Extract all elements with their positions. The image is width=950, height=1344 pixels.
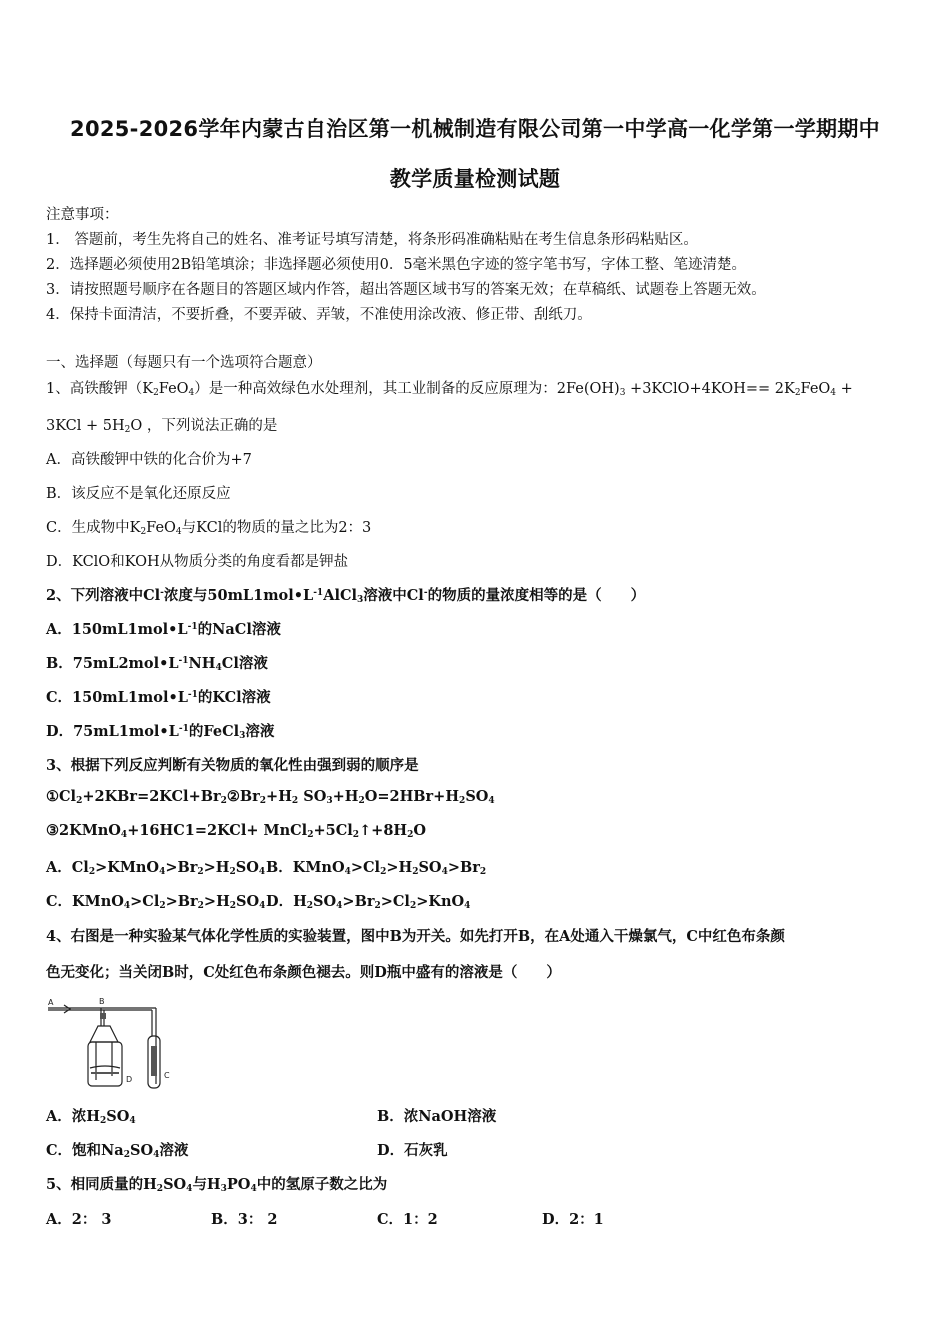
q3-equation-3: ③2KMnO$_4$+16HC1=2KCl+ $MnCl_2+5Cl_2↑+8H_2O$ [46,822,427,840]
notice-item-4: 4．保持卡面清洁，不要折叠，不要弄破、弄皱，不准使用涂改液、修正带、刮纸刀。 [46,307,592,323]
fig-label-a: A [48,998,54,1007]
q3-option-a: A．$Cl_2>KMnO_4>Br_2>H_2SO_4$ [46,859,266,877]
q4-stem-line1: 4、右图是一种实验某气体化学性质的实验装置，图中B为开关。如先打开B，在A处通入干燥氯气，C中红色布条颜 [46,928,785,945]
notice-item-2: 2．选择题必须使用2B铅笔填涂；非选择题必须使用0．5毫米黑色字迹的签字笔书写，字体工整、笔迹清楚。 [46,257,747,273]
page-title-line2: 教学质量检测试题 [389,167,561,191]
notice-item-3: 3．请按照题号顺序在各题目的答题区域内作答，超出答题区域书写的答案无效；在草稿纸、试题卷上答题无效。 [46,282,766,298]
q5-option-b: B．3： 2 [211,1211,278,1228]
q5-option-c: C．1：2 [377,1211,438,1228]
q5-option-d: D．2：1 [542,1211,604,1228]
notice-item-1: 1． 答题前，考生先将自己的姓名、准考证号填写清楚，将条形码准确粘贴在考生信息条形码粘贴区。 [46,232,698,248]
q1-option-c: C．生成物中$K_2FeO_4$与KCl的物质的量之比为2：3 [46,520,372,537]
q4-apparatus-diagram [46,996,186,1096]
q4-option-b: B．浓NaOH溶液 [377,1108,497,1125]
q2-stem: 2、下列溶液中Cl-浓度与$50mL1mol•L^{-1}AlCl_3$溶液中Cl-的物质的量浓度相等的是（ ） [46,587,646,605]
q5-option-a: A．2： 3 [46,1211,112,1228]
q3-option-d: D．$H_2SO_4>Br_2>Cl_2>KnO_4$ [266,893,471,911]
notice-heading: 注意事项： [46,207,119,223]
q2-option-a: A．$150mL1mol•L^{-1}$的NaCl溶液 [46,621,281,638]
q4-stem-line2: 色无变化；当关闭B时，C处红色布条颜色褪去。则D瓶中盛有的溶液是（ ） [46,964,561,981]
q2-option-c: C．$150mL1mol•L^{-1}$的KCl溶液 [46,689,271,706]
fig-label-b: B [99,997,105,1006]
q1-option-a: A．高铁酸钾中铁的化合价为+7 [46,452,252,468]
section-heading: 一、选择题（每题只有一个选项符合题意） [46,355,322,371]
q1-stem-line1: 1、高铁酸钾$(K_2FeO_4)$是一种高效绿色水处理剂，其工业制备的反应原理为：$2Fe(OH)_3$ +3KClO+4KOH== $2K_2FeO_4$ + [46,381,853,398]
page-title-line1: 2025-2026学年内蒙古自治区第一机械制造有限公司第一中学高一化学第一学期期中 [70,117,880,141]
q3-option-c: C．$KMnO_4>Cl_2>Br_2>H_2SO_4$ [46,893,266,911]
fig-label-c: C [164,1071,170,1080]
q4-option-d: D．石灰乳 [377,1142,448,1159]
q3-option-b: B．$KMnO_4>Cl_2>H_2SO_4>Br_2$ [266,859,487,877]
q1-option-d: D．KClO和KOH从物质分类的角度看都是钾盐 [46,554,349,570]
q1-stem-line2: $3KCl + 5H_2O$ ，下列说法正确的是 [46,418,278,435]
q4-option-a: A．浓$H_2SO_4$ [46,1108,136,1126]
fig-label-d: D [126,1075,133,1084]
q4-option-c: C．饱和$Na_2SO_4$溶液 [46,1142,189,1160]
q3-stem: 3、根据下列反应判断有关物质的氧化性由强到弱的顺序是 [46,757,419,774]
q3-equation-1-2: $①Cl_2+2KBr=2KCl+Br_2②Br_2+H_2$ $SO_3+H_2O=2HBr+H_2SO_4$ [46,788,495,806]
q2-option-d: D．$75mL1mol•L^{-1}$的FeCl$_3$溶液 [46,723,275,741]
q1-option-b: B．该反应不是氧化还原反应 [46,486,231,502]
q2-option-b: B．$75mL2mol•L^{-1}NH_4Cl$溶液 [46,655,268,673]
q5-stem: 5、相同质量的$H_2SO_4$与$H_3PO_4$中的氢原子数之比为 [46,1176,388,1194]
